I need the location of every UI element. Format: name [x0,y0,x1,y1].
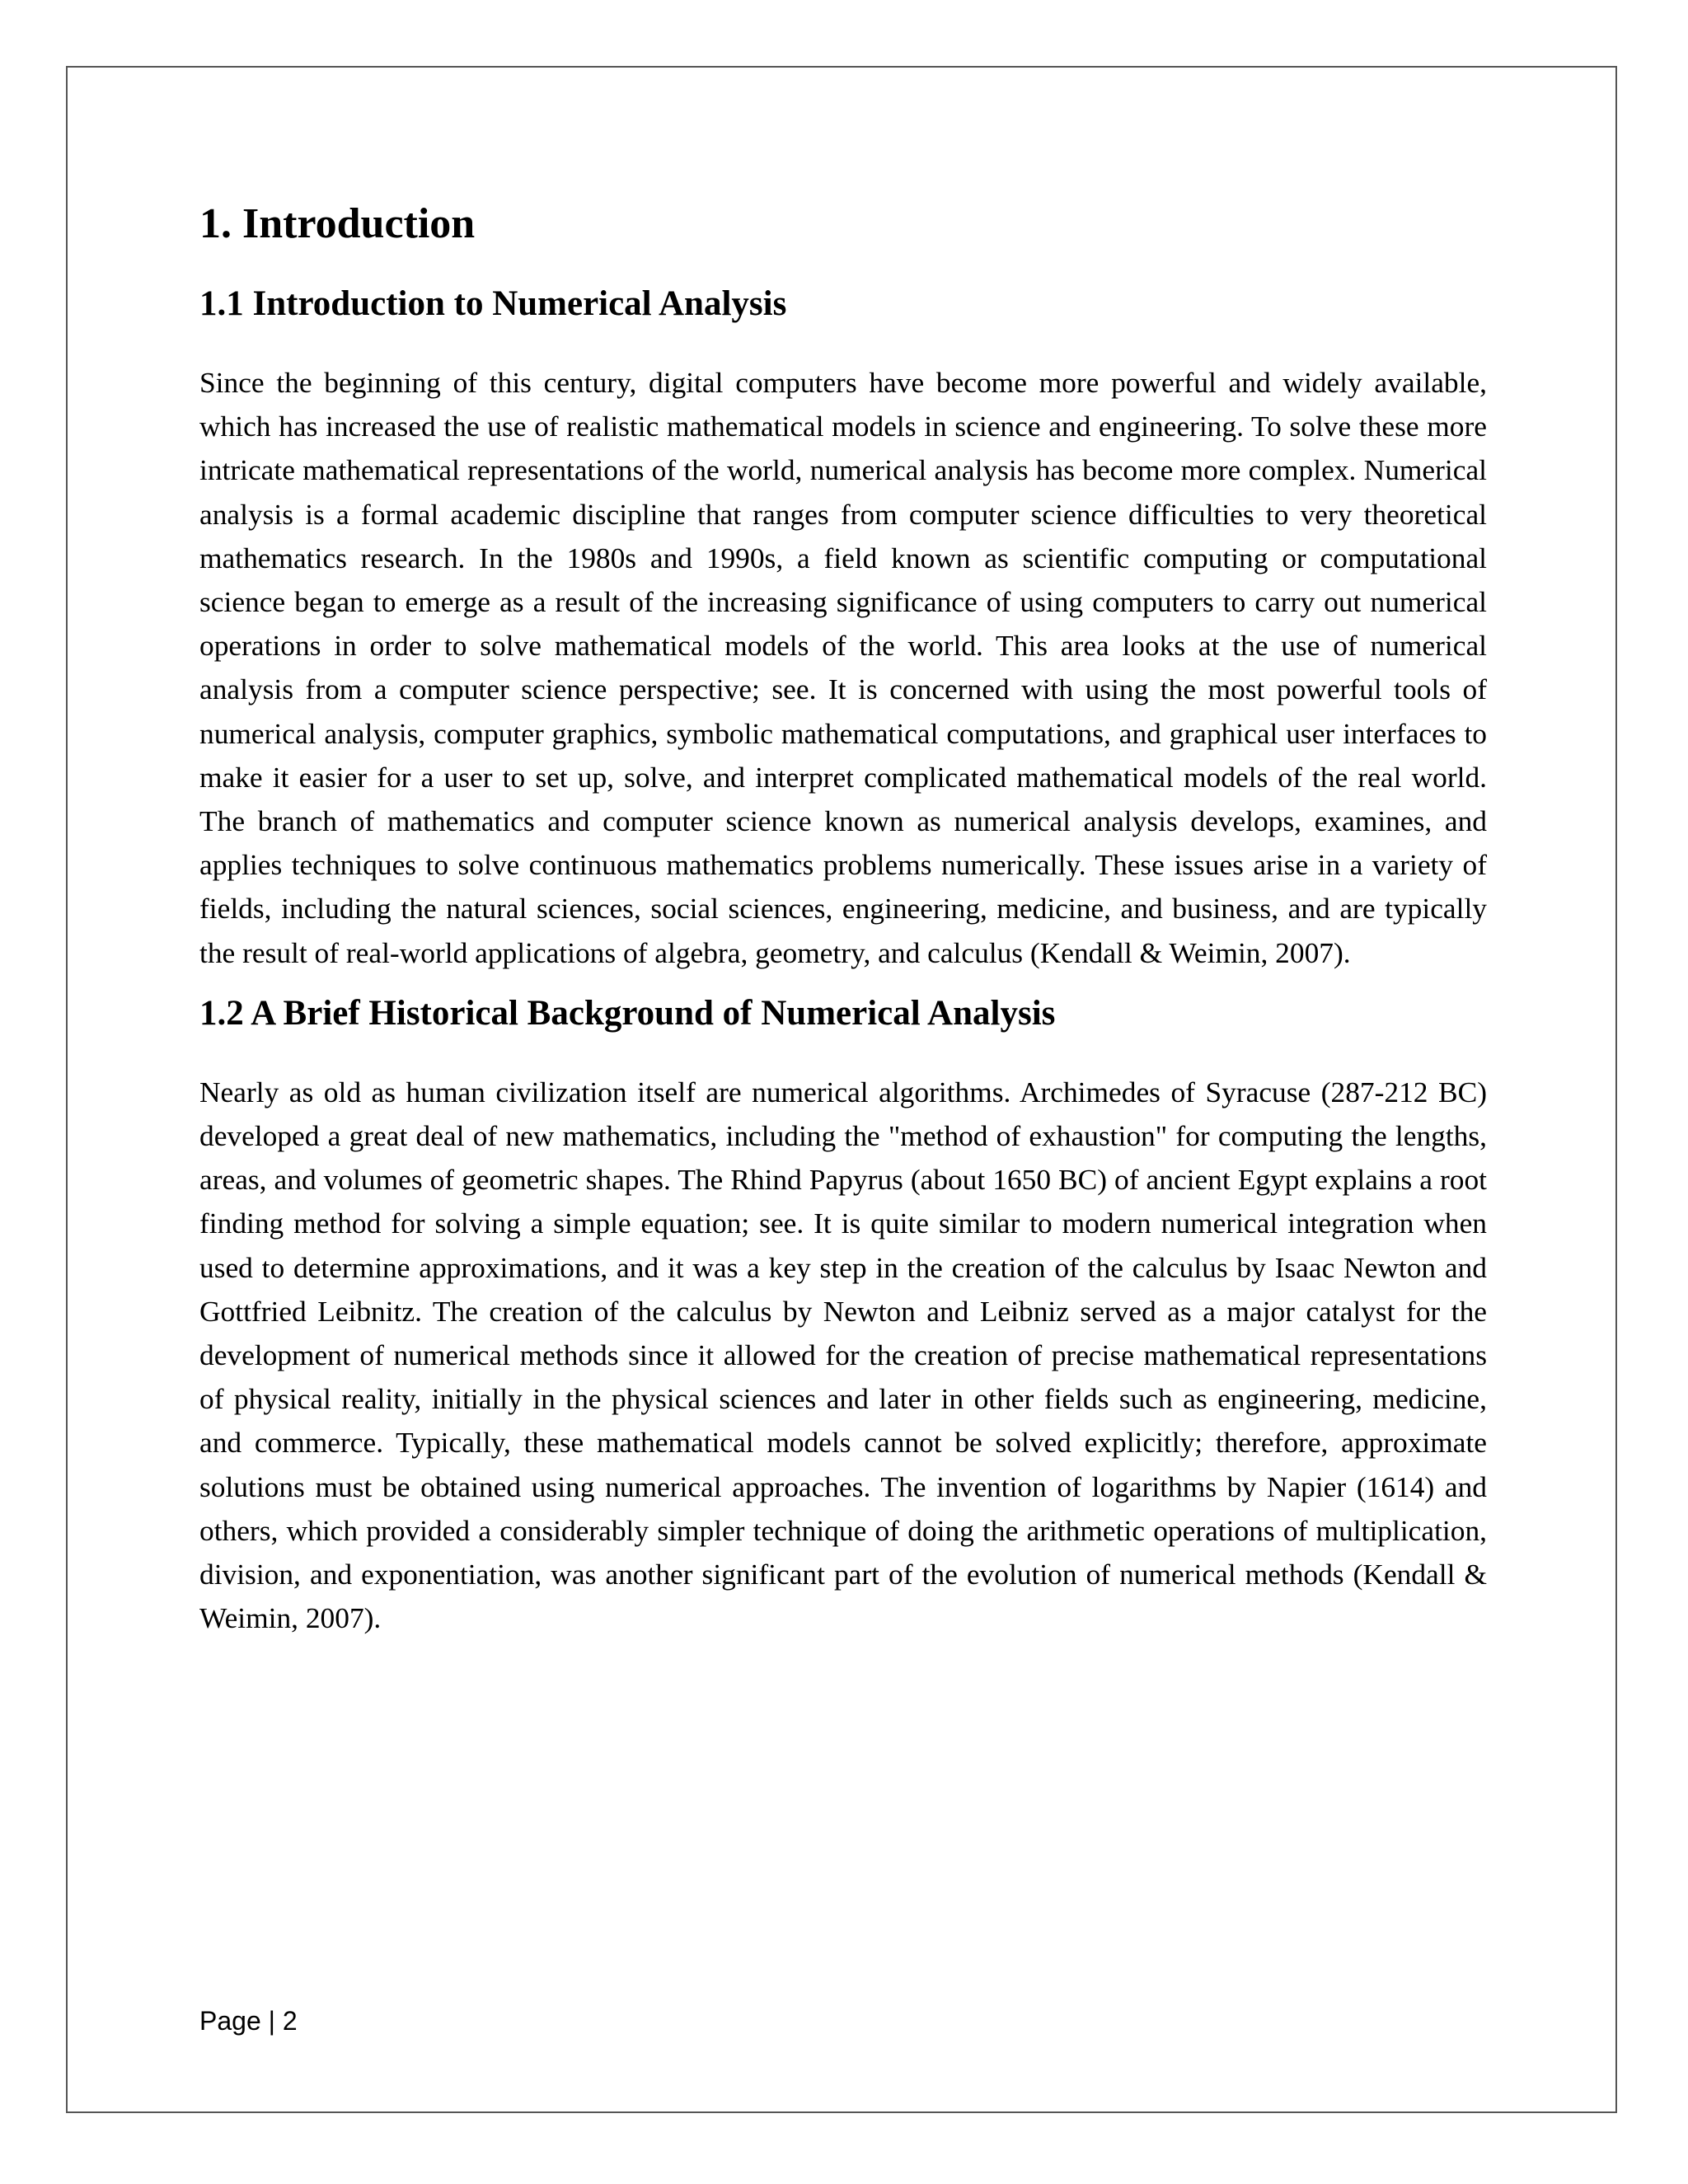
page-number-footer: Page | 2 [199,2006,298,2036]
chapter-heading: 1. Introduction [199,200,476,247]
section-1-2-paragraph: Nearly as old as human civilization itself are numerical algorithms. Archimedes of Syracuse (287-212 BC) developed a great deal of new mathematics, including the "method of exhaustion" for computing the lengths, areas, and volumes of geometric shapes. The Rhind Papyrus (about 1650 BC) of ancient Egypt explains a root finding method for solving a simple equation; see. It is quite similar to modern numerical integration when used to determine approximations, and it was a key step in the creation of the calculus by Isaac Newton and Gottfried Leibnitz. The creation of the calculus by Newton and Leibniz served as a major catalyst for the development of numerical methods since it allowed for the creation of precise mathematical representations of physical reality, initially in the physical sciences and later in other fields such as engineering, medicine, and commerce. Typically, these mathematical models cannot be solved explicitly; therefore, approximate solutions must be obtained using numerical approaches. The invention of logarithms by Napier (1614) and others, which provided a considerably simpler technique of doing the arithmetic operations of multiplication, division, and exponentiation, was another significant part of the evolution of numerical methods (Kendall & Weimin, 2007). [199,1075,1487,1635]
section-heading-1-2: 1.2 A Brief Historical Background of Numerical Analysis [199,993,1056,1033]
document-body [199,191,1487,1640]
section-heading-1-1: 1.1 Introduction to Numerical Analysis [199,284,787,323]
section-1-1-paragraph: Since the beginning of this century, digital computers have become more powerful and widely available, which has increased the use of realistic mathematical models in science and engineering. To solve these more intricate mathematical representations of the world, numerical analysis has become more complex. Numerical analysis is a formal academic discipline that ranges from computer science difficulties to very theoretical mathematics research. In the 1980s and 1990s, a field known as scientific computing or computational science began to emerge as a result of the increasing significance of using computers to carry out numerical operations in order to solve mathematical models of the world. This area looks at the use of numerical analysis from a computer science perspective; see. It is concerned with using the most powerful tools of numerical analysis, computer graphics, symbolic mathematical computations, and graphical user interfaces to make it easier for a user to set up, solve, and interpret complicated mathematical models of the real world. The branch of mathematics and computer science known as numerical analysis develops, examines, and applies techniques to solve continuous mathematics problems numerically. These issues arise in a variety of fields, including the natural sciences, social sciences, engineering, medicine, and business, and are typically the result of real-world applications of algebra, geometry, and calculus (Kendall & Weimin, 2007). [199,366,1487,969]
